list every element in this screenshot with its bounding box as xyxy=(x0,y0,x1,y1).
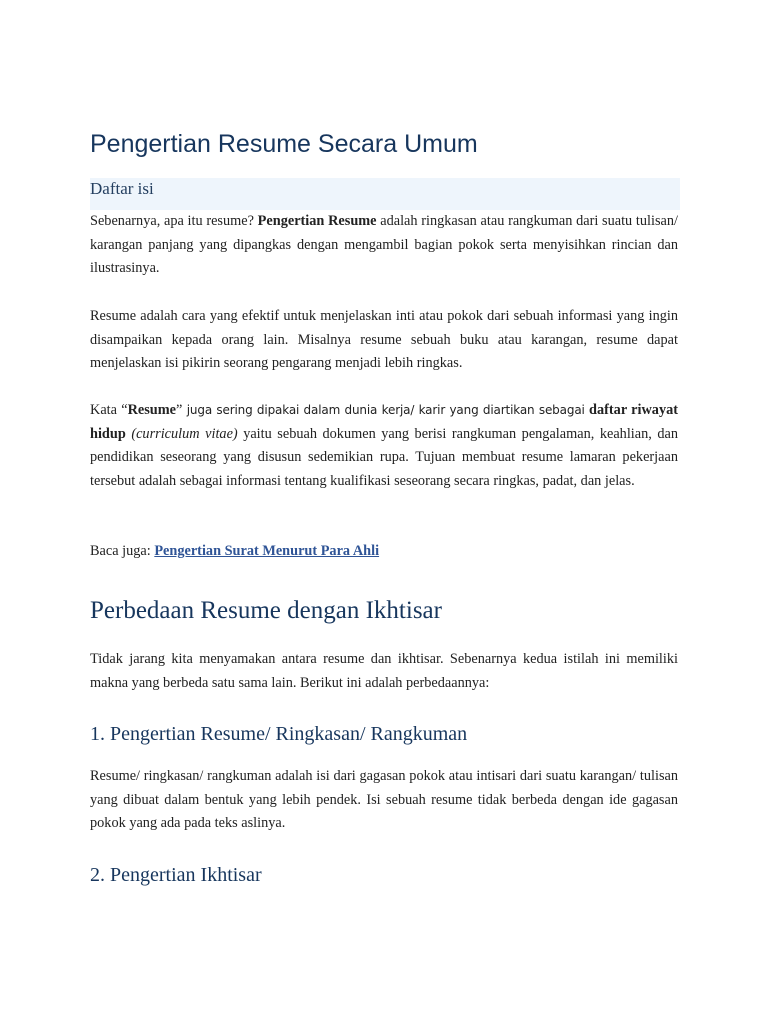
intro-p3-italic: (curriculum vitae) xyxy=(131,425,238,442)
intro-p3-resume-bold: Resume xyxy=(127,402,177,418)
subheading-pengertian-resume: 1. Pengertian Resume/ Ringkasan/ Rangkuman xyxy=(90,723,468,745)
intro-p3-kata: Kata “ xyxy=(90,402,128,418)
intro-p1-text: Sebenarnya, apa itu resume? xyxy=(90,213,258,229)
sub1-paragraph: Resume/ ringkasan/ rangkuman adalah isi dari gagasan pokok atau intisari dari suatu karangan/ tulisan yang dibuat dalam bentuk yang lebih pendek. Isi sebuah resume tidak berbeda dengan ide gagasan pokok yang ada pada teks aslinya. xyxy=(90,768,678,832)
section-heading-perbedaan: Perbedaan Resume dengan Ikhtisar xyxy=(90,597,442,624)
intro-paragraph-1 xyxy=(90,210,678,281)
intro-paragraph-2: Resume adalah cara yang efektif untuk menjelaskan inti atau pokok dari sebuah informasi yang ingin disampaikan kepada orang lain. Misalnya resume sebuah buku atau karangan, resume dapat menjelaskan isi pikirin seorang pengarang menjadi lebih ringkas. xyxy=(90,308,678,372)
section2-paragraph-1: Tidak jarang kita menyamakan antara resume dan ikhtisar. Sebenarnya kedua istilah ini memiliki makna yang berbeda satu sama lain. Berikut ini adalah perbedaannya: xyxy=(90,651,678,691)
table-of-contents-toggle[interactable] xyxy=(90,178,680,210)
toc-label: Daftar isi xyxy=(90,179,154,198)
intro-p3-sans-run: juga sering dipakai dalam dunia kerja/ karir yang diartikan sebagai xyxy=(182,403,590,417)
page-title: Pengertian Resume Secara Umum xyxy=(90,130,478,158)
intro-p3-rest: yaitu sebuah dokumen yang berisi rangkuman pengalaman, keahlian, dan pendidikan seseorang yang disusun sedemikian rupa. Tujuan membuat resume lamaran pekerjaan tersebut adalah sebagai informasi tentang kualifikasi seseorang secara ringkas, padat, dan jelas. xyxy=(90,425,678,490)
intro-p1-bold-term: Pengertian Resume xyxy=(257,213,377,229)
intro-paragraph-3 xyxy=(90,399,678,494)
intro-p1-text-rest: adalah ringkasan atau rangkuman dari suatu tulisan/ karangan panjang yang dipangkas dengan mengambil bagian pokok serta menyisihkan rincian dan ilustrasinya. xyxy=(90,213,679,277)
see-also-link[interactable]: Pengertian Surat Menurut Para Ahli xyxy=(154,543,380,559)
see-also-label: Baca juga: xyxy=(90,543,155,559)
intro-p3-daftar-bold: daftar riwayat hidup xyxy=(90,402,678,442)
subheading-pengertian-ikhtisar: 2. Pengertian Ikhtisar xyxy=(90,864,262,886)
see-also-line xyxy=(90,540,678,564)
intro-p3-quote-close: ” xyxy=(176,402,183,418)
